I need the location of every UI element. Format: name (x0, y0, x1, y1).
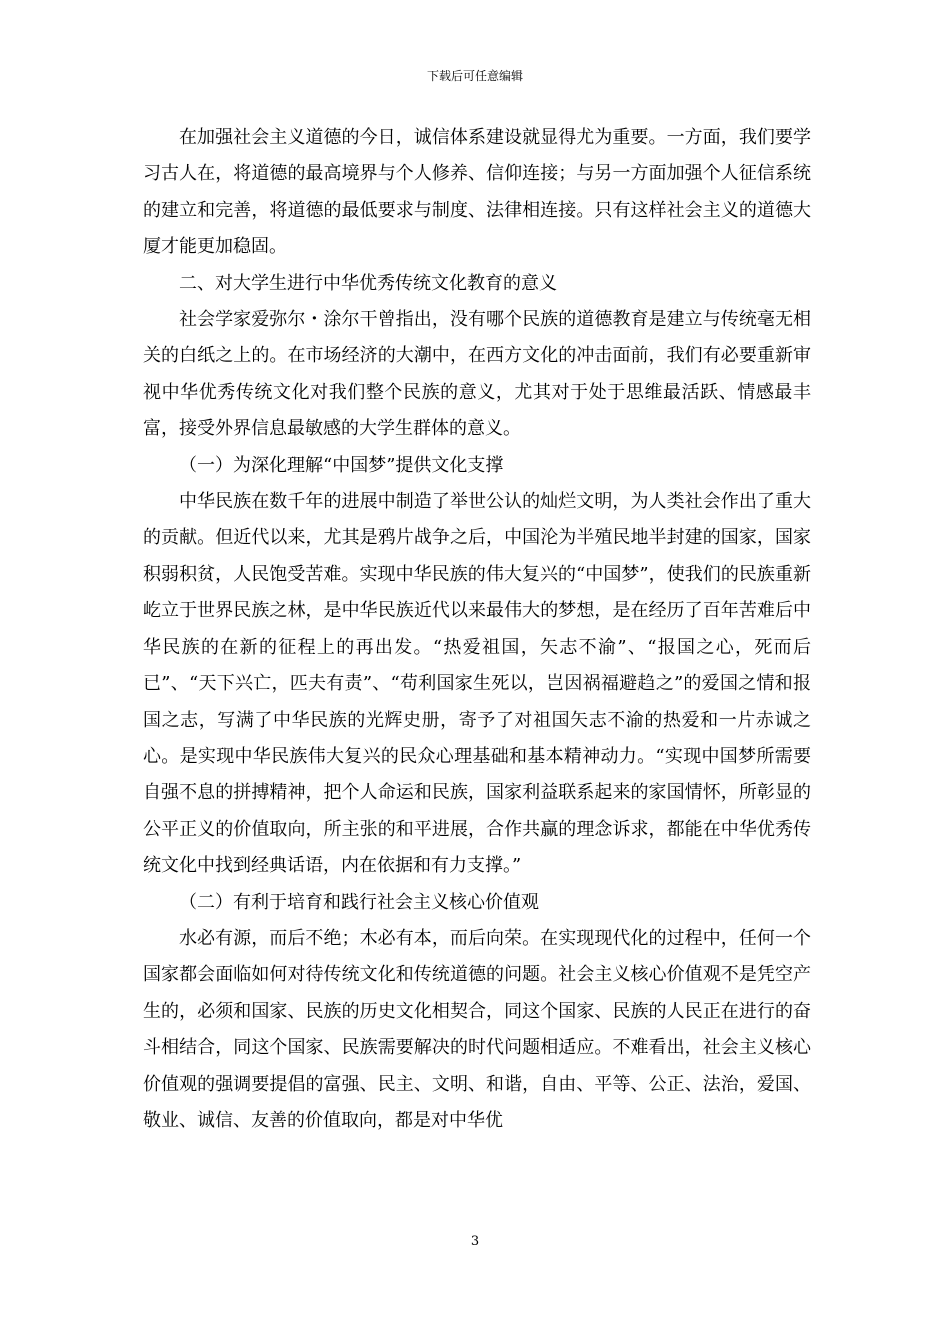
paragraph: 社会学家爱弥尔・涂尔干曾指出，没有哪个民族的道德教育是建立与传统毫无相关的白纸之上的。在市场经济的大潮中，在西方文化的冲击面前，我们有必要重新审视中华优秀传统文化对我们整个民族的意义，尤其对于处于思维最活跃、情感最丰富，接受外界信息最敏感的大学生群体的意义。 (143, 309, 811, 440)
body-text (143, 120, 811, 1139)
paragraph: 水必有源，而后不绝；木必有本，而后向荣。在实现现代化的过程中，任何一个国家都会面临如何对待传统文化和传统道德的问题。社会主义核心价值观不是凭空产生的，必须和国家、民族的历史文化相契合，同这个国家、民族的人民正在进行的奋斗相结合，同这个国家、民族需要解决的时代问题相适应。不难看出，社会主义核心价值观的强调要提倡的富强、民主、文明、和谐，自由、平等、公正、法治，爱国、敬业、诚信、友善的价值取向，都是对中华优 (143, 927, 811, 1131)
page-header: 下载后可任意编辑 (426, 69, 523, 83)
section-heading: 二、对大学生进行中华优秀传统文化教育的意义 (179, 272, 557, 294)
subsection-heading: （二）有利于培育和践行社会主义核心价值观 (179, 891, 539, 913)
subsection-heading: （一）为深化理解“中国梦”提供文化支撑 (179, 454, 504, 476)
paragraph: 中华民族在数千年的进展中制造了举世公认的灿烂文明，为人类社会作出了重大的贡献。但近代以来，尤其是鸦片战争之后，中国沦为半殖民地半封建的国家，国家积弱积贫，人民饱受苦难。实现中华民族的伟大复兴的“中国梦”，使我们的民族重新屹立于世界民族之林，是中华民族近代以来最伟大的梦想，是在经历了百年苦难后中华民族的在新的征程上的再出发。“热爱祖国，矢志不渝”、“报国之心，死而后已”、“天下兴亡，匹夫有责”、“苟利国家生死以，岂因祸福避趋之”的爱国之情和报国之志，写满了中华民族的光辉史册，寄予了对祖国矢志不渝的热爱和一片赤诚之心。是实现中华民族伟大复兴的民众心理基础和基本精神动力。“实现中国梦所需要自强不息的拼搏精神，把个人命运和民族，国家利益联系起来的家国情怀，所彰显的公平正义的价值取向，所主张的和平进展，合作共赢的理念诉求，都能在中华优秀传统文化中找到经典话语，内在依据和有力支撑。” (143, 491, 811, 877)
paragraph: 在加强社会主义道德的今日，诚信体系建设就显得尤为重要。一方面，我们要学习古人在，将道德的最高境界与个人修养、信仰连接；与另一方面加强个人征信系统的建立和完善，将道德的最低要求与制度、法律相连接。只有这样社会主义的道德大厦才能更加稳固。 (143, 127, 811, 258)
page-number: 3 (470, 1234, 480, 1249)
